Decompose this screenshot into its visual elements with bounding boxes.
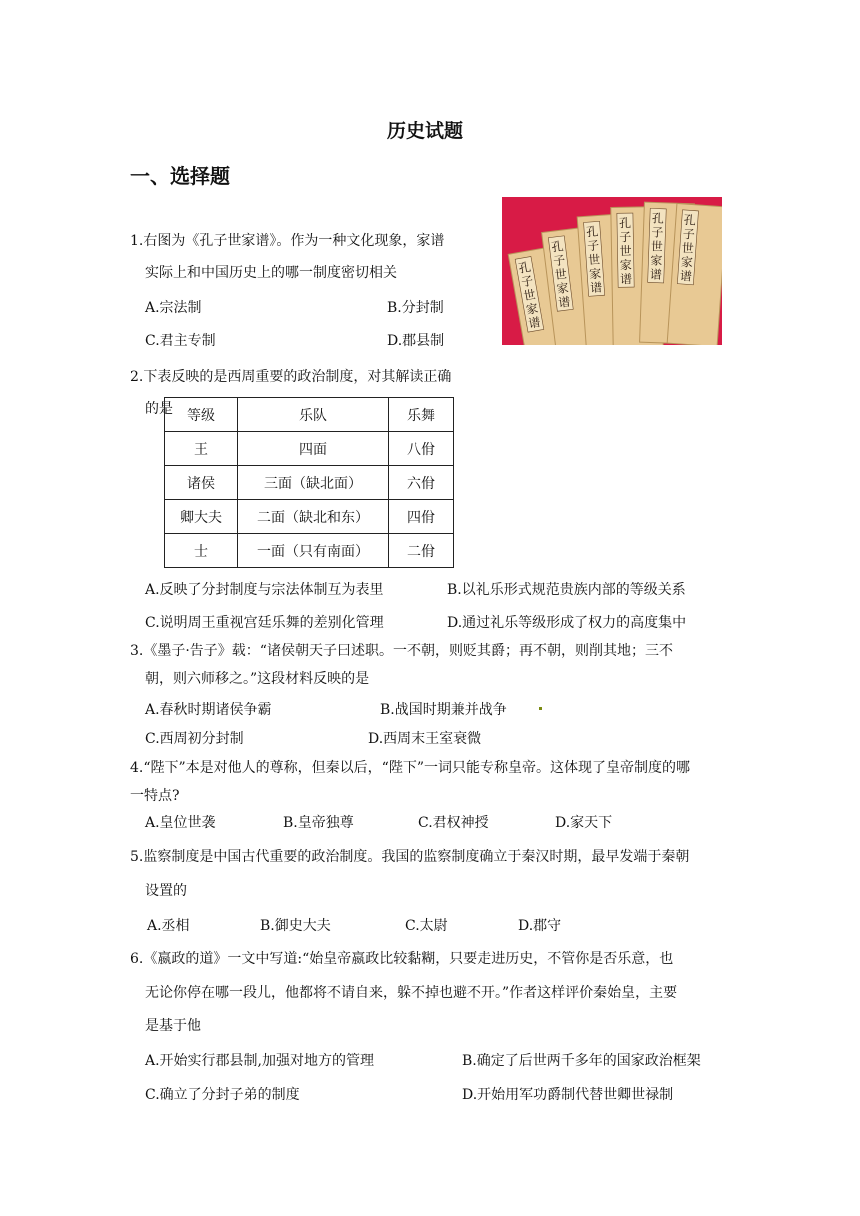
q4-option-b: B.皇帝独尊	[283, 815, 354, 831]
q5-stem-line-2: 设置的	[145, 883, 187, 899]
svg-text:家: 家	[555, 280, 570, 297]
book-cover	[667, 203, 722, 345]
q6-option-d: D.开始用军功爵制代替世卿世禄制	[462, 1087, 674, 1103]
svg-text:世: 世	[619, 244, 632, 259]
q5-stem-line-1: 5.监察制度是中国古代重要的政治制度。我国的监察制度确立于秦汉时期，最早发端于秦朝	[130, 849, 690, 865]
svg-text:世: 世	[587, 252, 601, 268]
svg-text:子: 子	[651, 225, 664, 240]
table-row	[165, 500, 454, 534]
table-row	[165, 534, 454, 568]
svg-text:孔: 孔	[585, 224, 599, 240]
table-cell: 二佾	[389, 534, 454, 568]
table-cell: 诸侯	[165, 466, 238, 500]
svg-text:子: 子	[586, 238, 600, 254]
q2-option-a: A.反映了分封制度与宗法体制互为表里	[145, 582, 384, 598]
table-row	[165, 432, 454, 466]
svg-text:孔: 孔	[683, 212, 697, 228]
table-header-row	[165, 398, 454, 432]
books-illustration	[502, 197, 722, 345]
svg-text:子: 子	[682, 226, 696, 242]
table-cell: 卿大夫	[165, 500, 238, 534]
q3-option-c: C.西周初分封制	[145, 731, 244, 747]
q6-option-b: B.确定了后世两千多年的国家政治框架	[462, 1053, 701, 1069]
q4-option-c: C.君权神授	[418, 815, 489, 831]
q1-option-b: B.分封制	[387, 300, 444, 316]
q1-stem-line-2: 实际上和中国历史上的哪一制度密切相关	[145, 265, 397, 281]
table-cell: 四佾	[389, 500, 454, 534]
q5-option-d: D.郡守	[518, 918, 562, 934]
svg-text:家: 家	[524, 301, 540, 318]
svg-text:世: 世	[681, 240, 695, 256]
svg-text:谱: 谱	[649, 267, 663, 282]
q6-stem-line-1: 6.《嬴政的道》一文中写道:“始皇帝嬴政比较黏糊，只要走进历史，不管你是否乐意，也	[130, 951, 674, 967]
q2-option-b: B.以礼乐形式规范贵族内部的等级关系	[447, 582, 686, 598]
q4-stem-line-2: 一特点?	[130, 788, 180, 804]
q4-option-a: A.皇位世袭	[145, 815, 216, 831]
svg-text:子: 子	[552, 252, 567, 269]
table-header-cell: 乐舞	[389, 398, 454, 432]
q1-option-a: A.宗法制	[145, 300, 202, 316]
table-cell: 士	[165, 534, 238, 568]
svg-text:孔: 孔	[618, 216, 632, 231]
table-cell: 王	[165, 432, 238, 466]
svg-text:子: 子	[520, 273, 535, 290]
table-cell: 二面（缺北和东）	[238, 500, 389, 534]
q2-stem-line-2: 的是	[145, 401, 173, 417]
svg-text:孔: 孔	[517, 259, 532, 276]
q2-option-c: C.说明周王重视宫廷乐舞的差别化管理	[145, 615, 384, 631]
kongzi-shijiapu-photo	[502, 197, 722, 345]
svg-text:谱: 谱	[589, 280, 603, 296]
page-title: 历史试题	[387, 120, 464, 142]
q6-stem-line-3: 是基于他	[145, 1018, 201, 1034]
svg-text:子: 子	[619, 230, 632, 245]
section-heading: 一、选择题	[130, 164, 230, 188]
table-header-cell: 乐队	[238, 398, 389, 432]
q3-option-b: B.战国时期兼并战争	[380, 702, 507, 718]
q1-option-d: D.郡县制	[387, 333, 445, 349]
q1-option-c: C.君主专制	[145, 333, 216, 349]
svg-text:谱: 谱	[619, 272, 633, 287]
table-header-cell: 等级	[165, 398, 238, 432]
q3-option-a: A.春秋时期诸侯争霸	[145, 702, 272, 718]
q4-option-d: D.家天下	[555, 815, 613, 831]
svg-text:谱: 谱	[557, 294, 572, 311]
svg-text:谱: 谱	[527, 314, 542, 331]
svg-text:孔: 孔	[651, 211, 665, 226]
svg-text:世: 世	[650, 239, 664, 254]
svg-text:世: 世	[554, 266, 568, 283]
table-cell: 六佾	[389, 466, 454, 500]
table-row	[165, 466, 454, 500]
q2-option-d: D.通过礼乐等级形成了权力的高度集中	[447, 615, 687, 631]
svg-text:孔: 孔	[550, 239, 565, 255]
q6-stem-line-2: 无论你停在哪一段儿，他都将不请自来，躲不掉也避不开。”作者这样评价秦始皇，主要	[145, 985, 678, 1001]
svg-text:家: 家	[619, 258, 632, 273]
table-cell: 八佾	[389, 432, 454, 466]
svg-text:世: 世	[522, 287, 537, 304]
svg-text:谱: 谱	[679, 268, 693, 284]
q6-option-c: C.确立了分封子弟的制度	[145, 1087, 300, 1103]
rank-table	[164, 397, 454, 568]
q3-stem-line-1: 3.《墨子·告子》载：“诸侯朝天子曰述职。一不朝，则贬其爵；再不朝，则削其地；三不	[130, 643, 673, 659]
q2-stem-line-1: 2.下表反映的是西周重要的政治制度，对其解读正确	[130, 369, 452, 385]
q4-stem-line-1: 4.“陛下”本是对他人的尊称，但秦以后，“陛下”一词只能专称皇帝。这体现了皇帝制度的哪	[130, 760, 690, 776]
svg-text:家: 家	[680, 254, 694, 270]
stray-mark	[539, 707, 542, 710]
table-cell: 三面（缺北面）	[238, 466, 389, 500]
q5-option-a: A.丞相	[147, 918, 190, 934]
table-cell: 一面（只有南面）	[238, 534, 389, 568]
q3-stem-line-2: 朝，则六师移之。”这段材料反映的是	[145, 671, 370, 687]
q1-stem-line-1: 1.右图为《孔子世家谱》。作为一种文化现象，家谱	[130, 233, 445, 249]
q5-option-b: B.御史大夫	[260, 918, 331, 934]
q3-option-d: D.西周末王室衰微	[368, 731, 482, 747]
svg-text:家: 家	[588, 266, 602, 282]
q6-option-a: A.开始实行郡县制,加强对地方的管理	[145, 1053, 375, 1069]
table-cell: 四面	[238, 432, 389, 466]
q5-option-c: C.太尉	[405, 918, 448, 934]
svg-text:家: 家	[650, 253, 663, 268]
